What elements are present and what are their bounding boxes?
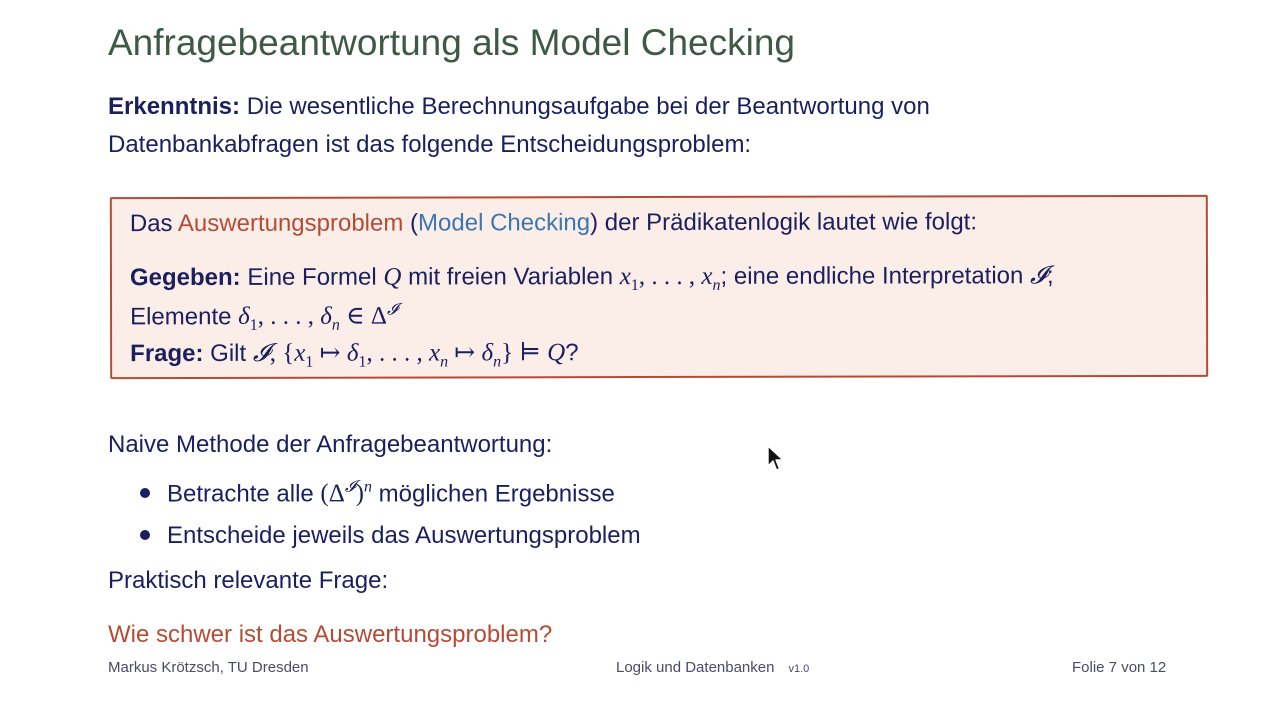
- bullet-1-prefix: Betrachte alle: [167, 480, 321, 508]
- footer-author: Markus Krötzsch, TU Dresden: [108, 659, 309, 676]
- question-text: Gilt: [203, 339, 253, 367]
- formula-q: Q: [383, 263, 402, 291]
- footer-course-name: Logik und Datenbanken: [616, 659, 775, 676]
- insight-text-1: Die wesentliche Berechnungsaufgabe bei der Beantwortung von: [240, 93, 930, 120]
- bullet-item-1: [140, 477, 615, 508]
- paren-open: (: [403, 209, 419, 237]
- naive-method-heading: Naive Methode der Anfragebeantwortung:: [108, 431, 553, 458]
- definition-given: [130, 260, 1054, 296]
- interpretation-math: 𝓘: [1030, 260, 1047, 290]
- footer-page-number: Folie 7 von 12: [1072, 659, 1167, 676]
- bullet-dot-icon: [140, 488, 150, 498]
- practical-question-label: Praktisch relevante Frage:: [108, 567, 389, 594]
- given-text-1: Eine Formel: [240, 263, 384, 291]
- definition-question: [130, 337, 578, 372]
- intro-suffix: ) der Prädikatenlogik lautet wie folgt:: [590, 208, 978, 237]
- slide-title: Anfragebeantwortung als Model Checking: [108, 22, 795, 63]
- given-text-3: ; eine endliche Interpretation: [720, 262, 1031, 290]
- bullet-item-2: [140, 522, 641, 550]
- insight-paragraph: [108, 88, 1188, 164]
- definition-intro: [130, 208, 977, 238]
- key-question: Wie schwer ist das Auswertungsproblem?: [108, 621, 553, 648]
- footer-course: [616, 659, 809, 676]
- given-text-4: ;: [1046, 262, 1054, 290]
- question-mark: ?: [565, 339, 579, 367]
- given-label: Gegeben:: [129, 263, 241, 292]
- bullet-1-suffix: möglichen Ergebnisse: [371, 480, 615, 508]
- bullet-2-text: Entscheide jeweils das Auswertungsproblem: [167, 522, 641, 549]
- elements-math: $\delta_1$, . . . , $\delta_n$ ∈ $\Delta^𝓘$: [238, 299, 398, 335]
- insight-label: Erkenntnis:: [108, 93, 241, 120]
- free-variables-math: $x_1$, . . . , $x_n$: [619, 262, 721, 295]
- given-text-2: mit freien Variablen: [401, 263, 620, 291]
- term-auswertungsproblem: Auswertungsproblem: [177, 209, 404, 238]
- term-model-checking: Model Checking: [417, 209, 591, 237]
- insight-text-2: Datenbankabfragen ist das folgende Entscheidungsproblem:: [108, 131, 752, 158]
- bullet-dot-icon: [140, 530, 150, 540]
- definition-box: [110, 195, 1208, 379]
- footer-version: v1.0: [788, 663, 810, 675]
- question-label: Frage:: [130, 339, 204, 368]
- definition-elements: [130, 300, 398, 336]
- bullet-1-math: $(\Delta^𝓘)^n$: [320, 477, 372, 508]
- mouse-cursor-icon: [767, 445, 785, 473]
- intro-prefix: Das: [129, 210, 178, 238]
- elements-text: Elemente: [130, 303, 239, 331]
- question-math: 𝓘, {$x_1$ ↦ $\delta_1$, . . . , $x_n$ ↦ $\delta_n$} ⊨ Q: [252, 337, 566, 371]
